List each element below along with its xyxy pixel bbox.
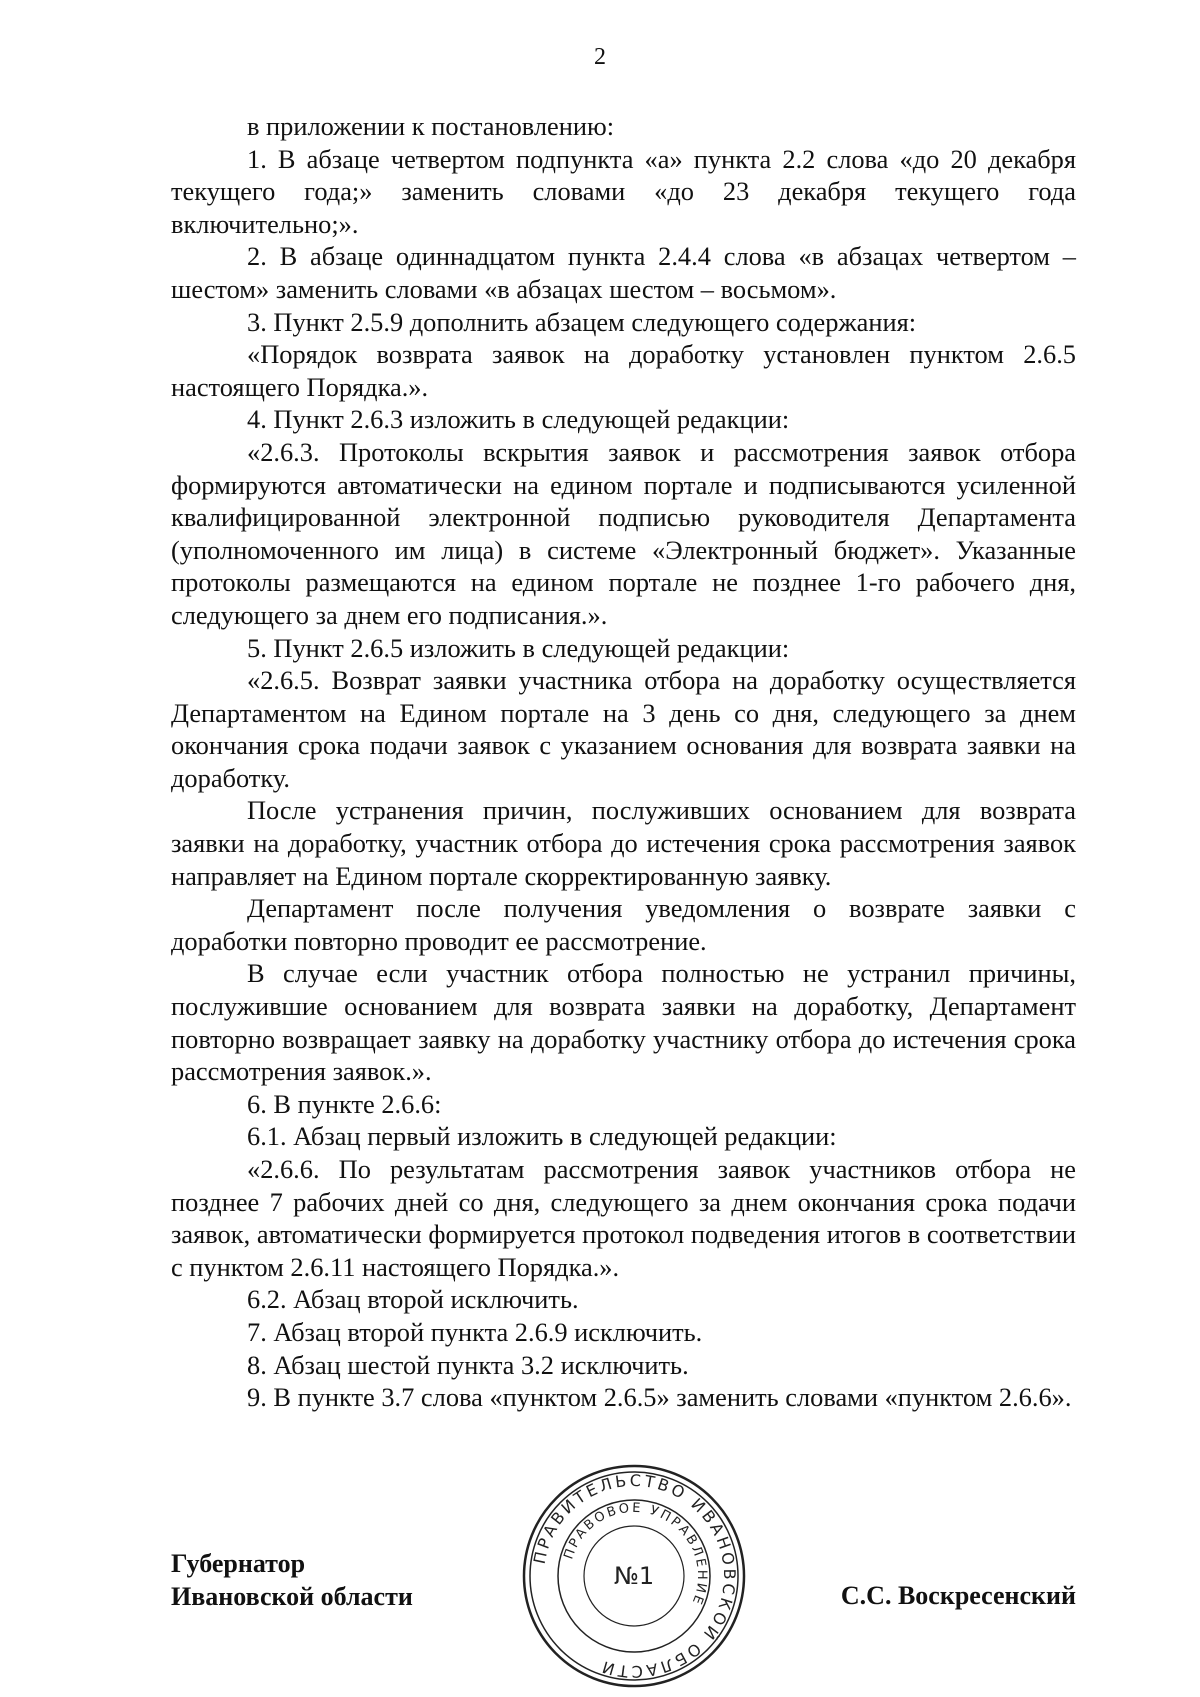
- paragraph: После устранения причин, послуживших основанием для возврата заявки на доработку, участник отбора до истечения срока рассмотрения заявок направляет на Едином портале скорректированную заявку.: [171, 795, 1076, 891]
- paragraph: «2.6.6. По результатам рассмотрения заявок участников отбора не позднее 7 рабочих дней со дня, следующего за днем окончания срока подачи заявок, автоматически формируется протокол подведения итогов в соответствии с пунктом 2.6.11 настоящего Порядка.».: [171, 1154, 1076, 1282]
- paragraph: 6.2. Абзац второй исключить.: [247, 1284, 579, 1315]
- svg-text:ПРАВОВОЕ УПРАВЛЕНИЕ: [561, 1501, 709, 1608]
- signatory-title: Губернатор: [171, 1549, 306, 1578]
- paragraph: «2.6.5. Возврат заявки участника отбора на доработку осуществляется Департаментом на Едином портале на 3 день со дня, следующего за днем окончания срока подачи заявок с указанием основания для возврата заявки на доработку.: [171, 665, 1076, 793]
- seal-inner-text: ПРАВОВОЕ УПРАВЛЕНИЕ: [561, 1500, 710, 1609]
- document-body: [171, 110, 1076, 1414]
- seal-outer-text: ПРАВИТЕЛЬСТВО ИВАНОВСКОЙ ОБЛАСТИ: [529, 1470, 740, 1682]
- paragraph: 2. В абзаце одиннадцатом пункта 2.4.4 слова «в абзацах четвертом – шестом» заменить словами «в абзацах шестом – восьмом».: [171, 241, 1076, 304]
- paragraph: 6.1. Абзац первый изложить в следующей редакции:: [247, 1121, 837, 1152]
- paragraph: 4. Пункт 2.6.3 изложить в следующей редакции:: [247, 404, 790, 435]
- signatory-position: [171, 1547, 413, 1613]
- paragraph: «2.6.3. Протоколы вскрытия заявок и рассмотрения заявок отбора формируются автоматически на едином портале и подписываются усиленной квалифицированной электронной подписью руководителя Департамента (уполномоченного им лица) в системе «Электронный бюджет». Указанные протоколы размещаются на едином портале не позднее 1-го рабочего дня, следующего за днем его подписания.».: [171, 436, 1076, 630]
- paragraph: 6. В пункте 2.6.6:: [247, 1088, 442, 1119]
- paragraph: 7. Абзац второй пункта 2.6.9 исключить.: [247, 1316, 703, 1347]
- paragraph: 8. Абзац шестой пункта 3.2 исключить.: [247, 1349, 689, 1380]
- paragraph: «Порядок возврата заявок на доработку установлен пунктом 2.6.5 настоящего Порядка.».: [171, 339, 1076, 402]
- paragraph: В случае если участник отбора полностью не устранил причины, послужившие основанием для возврата заявки на доработку, Департамент повторно возвращает заявку на доработку участнику отбора до истечения срока рассмотрения заявок.».: [171, 958, 1076, 1087]
- official-seal-stamp: [518, 1460, 750, 1692]
- paragraph: в приложении к постановлению:: [247, 111, 615, 141]
- paragraph: Департамент после получения уведомления о возврате заявки с доработки повторно проводит ее рассмотрение.: [171, 893, 1076, 956]
- paragraph: 9. В пункте 3.7 слова «пунктом 2.6.5» заменить словами «пунктом 2.6.6».: [247, 1382, 1072, 1413]
- paragraph: 5. Пункт 2.6.5 изложить в следующей редакции:: [247, 632, 790, 663]
- paragraph: 1. В абзаце четвертом подпункта «а» пункта 2.2 слова «до 20 декабря текущего года;» заменить словами «до 23 декабря текущего года включительно;».: [171, 143, 1076, 239]
- signatory-name: С.С. Воскресенский: [840, 1581, 1076, 1610]
- signatory-region: Ивановской области: [171, 1582, 413, 1611]
- paragraph: 3. Пункт 2.5.9 дополнить абзацем следующего содержания:: [247, 306, 917, 337]
- page-number: 2: [594, 44, 606, 70]
- seal-number: №1: [613, 1562, 655, 1590]
